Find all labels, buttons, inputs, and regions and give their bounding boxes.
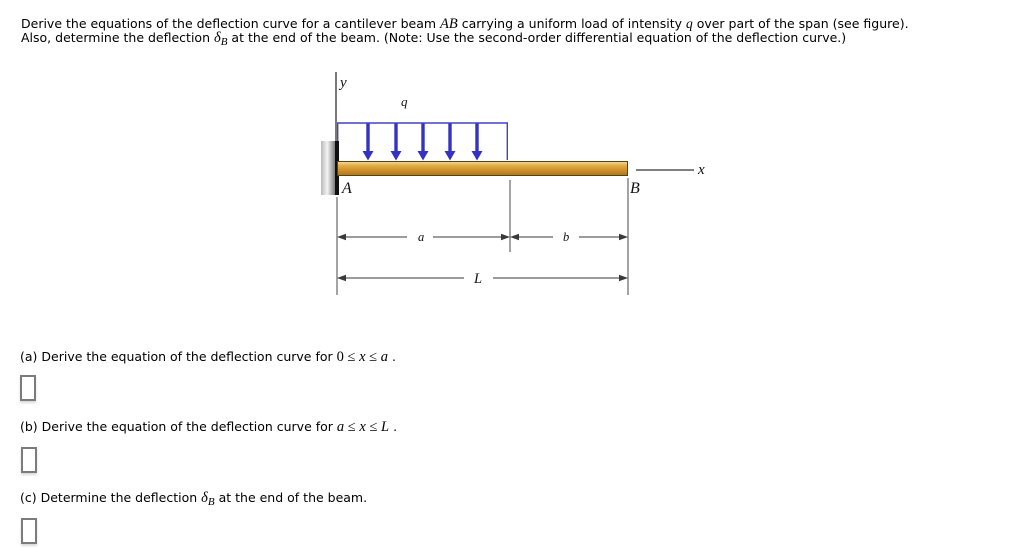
problem-line-1	[21, 17, 909, 31]
math-a: a	[380, 349, 389, 365]
question-c	[20, 490, 367, 508]
dimension-L	[337, 275, 628, 281]
fixed-support-wall	[321, 141, 335, 195]
math-L: L	[381, 419, 390, 435]
math-q: q	[685, 16, 693, 31]
leq-operator: ≤	[343, 349, 360, 365]
problem-line-2	[21, 31, 909, 49]
math-x: x	[359, 419, 366, 435]
problem-text: Also, determine the deflection	[21, 30, 214, 45]
math-delta-subscript: B	[220, 36, 228, 48]
question-a	[20, 349, 396, 366]
question-b-text: (b) Derive the equation of the deflection curve for	[20, 419, 337, 434]
problem-statement	[21, 17, 909, 49]
question-a-text: (a) Derive the equation of the deflection curve for	[20, 349, 337, 364]
load-arrow-icon	[445, 124, 456, 161]
beam-bar	[338, 162, 628, 176]
load-arrow-icon	[363, 124, 374, 161]
distributed-load-arrows	[363, 124, 483, 161]
problem-text: over part of the span (see figure).	[692, 16, 909, 31]
math-beam-AB: AB	[440, 16, 458, 32]
question-b-period: .	[389, 419, 398, 434]
load-arrow-icon	[418, 124, 429, 161]
math-delta: δ	[201, 490, 208, 506]
x-axis-label: x	[698, 162, 705, 178]
answer-box-b[interactable]	[21, 447, 37, 473]
dimension-L-label: L	[474, 271, 483, 287]
load-arrow-icon	[391, 124, 402, 161]
y-axis-label: y	[340, 75, 347, 91]
dimension-a-label: a	[418, 230, 425, 244]
problem-text: Derive the equations of the deflection curve for a cantilever beam	[21, 16, 441, 31]
beam-figure	[300, 60, 720, 305]
node-b-label: B	[630, 180, 640, 197]
node-a-label: A	[342, 180, 352, 197]
beam-figure-graphics	[300, 60, 720, 305]
load-arrow-icon	[472, 124, 483, 161]
problem-text: at the end of the beam. (Note: Use the second-order differential equation of the deflection curve.)	[227, 30, 847, 45]
math-x: x	[359, 349, 366, 365]
question-b	[20, 419, 397, 436]
math-delta-subscript: B	[207, 496, 215, 508]
question-a-period: .	[388, 349, 396, 364]
problem-text: carrying a uniform load of intensity	[457, 16, 686, 31]
load-intensity-label: q	[401, 94, 408, 109]
answer-box-a[interactable]	[20, 375, 36, 401]
leq-operator: ≤	[365, 349, 381, 365]
answer-box-c[interactable]	[21, 518, 37, 544]
leq-operator: ≤	[344, 419, 360, 435]
math-zero: 0	[336, 349, 344, 365]
math-delta: δ	[213, 30, 221, 46]
question-c-tail: at the end of the beam.	[214, 490, 368, 505]
dimension-b-label: b	[563, 230, 570, 244]
math-a: a	[336, 419, 345, 435]
leq-operator: ≤	[365, 419, 382, 435]
question-c-text: (c) Determine the deflection	[20, 490, 202, 505]
